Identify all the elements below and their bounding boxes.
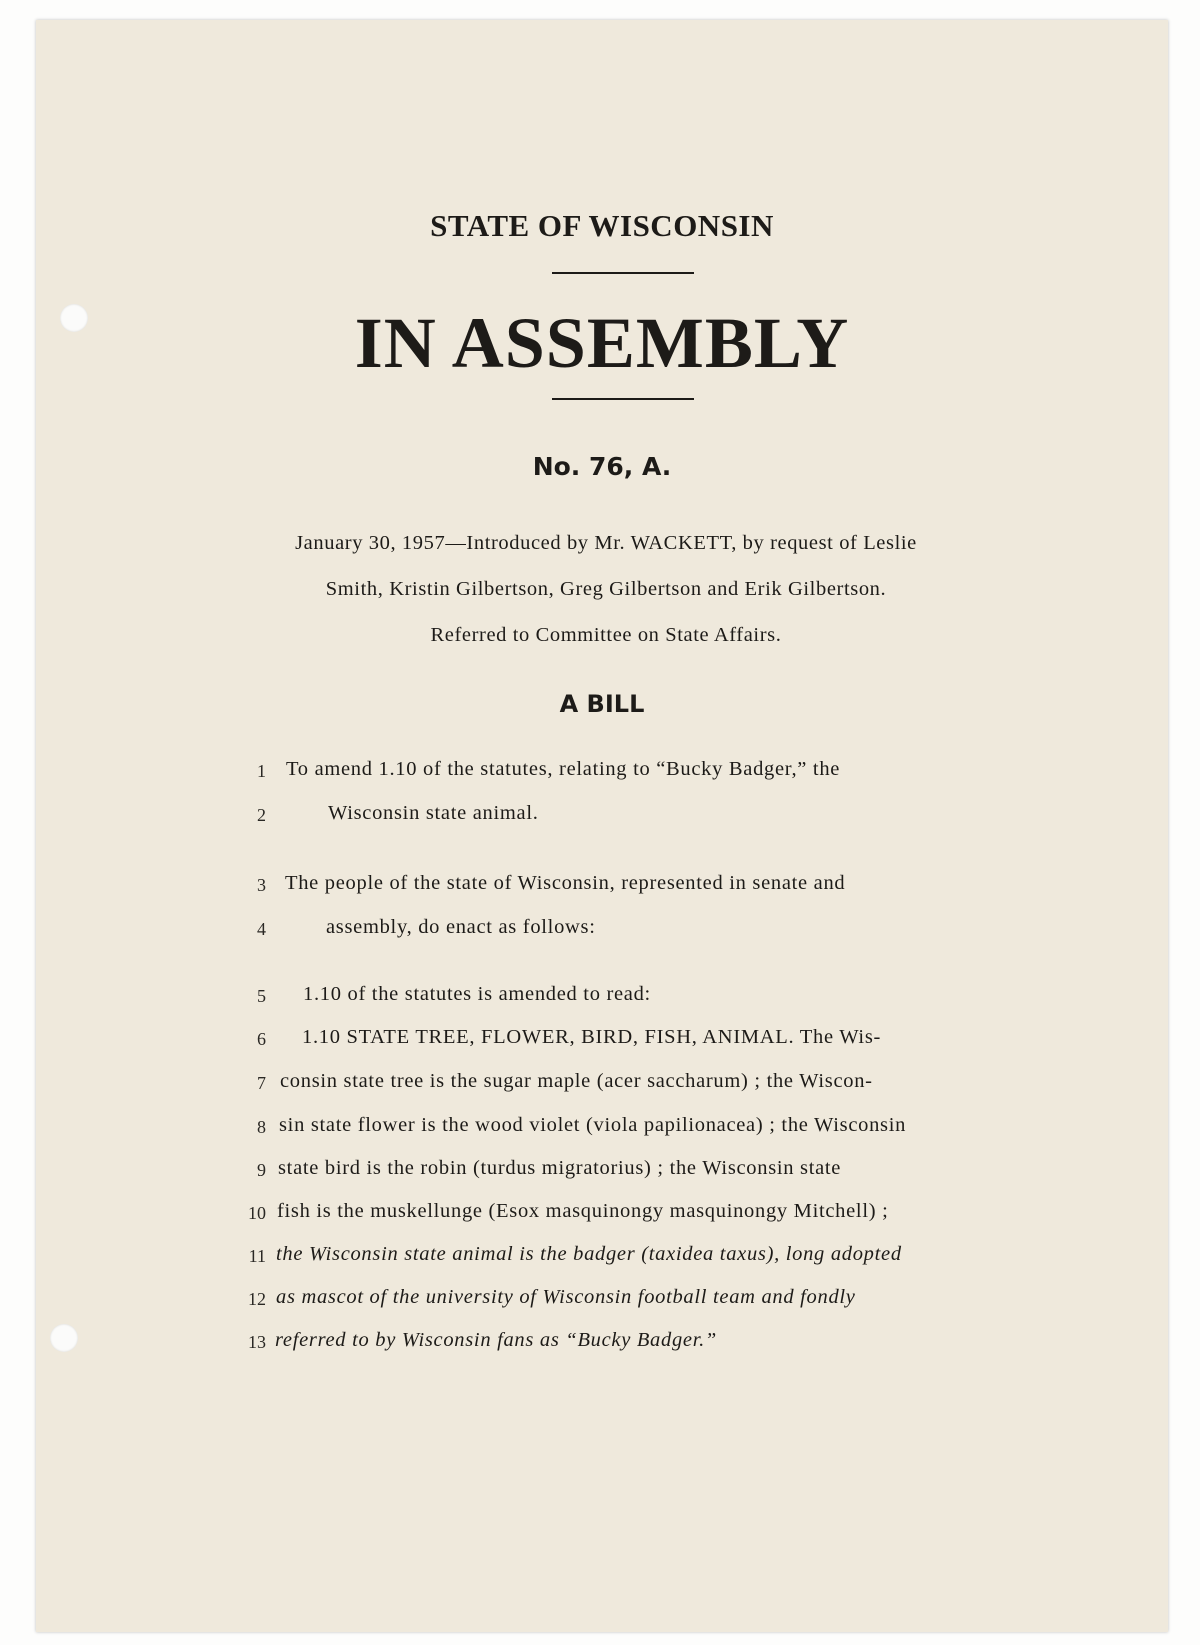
bill-number: No. 76, A. <box>532 452 672 481</box>
line-number: 2 <box>257 805 266 825</box>
bill-line <box>36 1114 1168 1144</box>
bill-line <box>36 1026 1168 1056</box>
bill-line <box>36 802 1168 832</box>
line-text: sin state flower is the wood violet (viola papilionacea) ; the Wisconsin <box>279 1114 907 1136</box>
bill-line <box>36 758 1168 788</box>
line-number: 8 <box>257 1117 266 1137</box>
divider <box>552 272 694 274</box>
chamber-heading: IN ASSEMBLY <box>354 303 850 383</box>
bill-line <box>36 1286 1168 1316</box>
line-text: the Wisconsin state animal is the badger (taxidea taxus), long adopted <box>276 1243 902 1265</box>
line-number: 4 <box>257 919 266 939</box>
bill-line <box>36 1157 1168 1187</box>
line-number: 1 <box>257 761 266 781</box>
line-number: 7 <box>257 1073 266 1093</box>
bill-line <box>36 1329 1168 1359</box>
line-number: 12 <box>248 1289 266 1309</box>
bill-line <box>36 1243 1168 1273</box>
line-text: fish is the muskellunge (Esox masquinongy masquinongy Mitchell) ; <box>277 1200 889 1222</box>
line-number: 6 <box>257 1029 266 1049</box>
line-number: 10 <box>248 1203 266 1223</box>
state-heading: STATE OF WISCONSIN <box>430 208 774 243</box>
line-number: 3 <box>257 875 266 895</box>
line-number: 11 <box>248 1246 266 1266</box>
divider <box>552 398 694 400</box>
bill-title: A BILL <box>559 690 645 718</box>
line-text: as mascot of the university of Wisconsin football team and fondly <box>276 1286 856 1308</box>
bill-line <box>36 1200 1168 1230</box>
line-text: state bird is the robin (turdus migratorius) ; the Wisconsin state <box>278 1157 842 1179</box>
introduction-line: January 30, 1957—Introduced by Mr. WACKETT, by request of Leslie <box>295 532 917 554</box>
line-number: 9 <box>257 1160 266 1180</box>
line-number: 5 <box>257 986 266 1006</box>
line-number: 13 <box>248 1332 266 1352</box>
bill-page <box>36 20 1168 1632</box>
line-text: Wisconsin state animal. <box>328 802 539 824</box>
bill-line <box>36 1070 1168 1100</box>
introduction-block <box>216 520 996 658</box>
referral-line: Referred to Committee on State Affairs. <box>430 624 782 646</box>
line-text: assembly, do enact as follows: <box>326 916 596 938</box>
bill-line <box>36 983 1168 1013</box>
introduction-line: Smith, Kristin Gilbertson, Greg Gilbertson and Erik Gilbertson. <box>325 578 887 600</box>
line-text: referred to by Wisconsin fans as “Bucky Badger.” <box>275 1329 718 1351</box>
line-text: 1.10 STATE TREE, FLOWER, BIRD, FISH, ANIMAL. The Wis- <box>302 1026 882 1048</box>
line-text: To amend 1.10 of the statutes, relating to “Bucky Badger,” the <box>286 758 841 780</box>
bill-line <box>36 916 1168 946</box>
line-text: consin state tree is the sugar maple (acer saccharum) ; the Wiscon- <box>280 1070 873 1092</box>
line-text: The people of the state of Wisconsin, represented in senate and <box>285 872 846 894</box>
bill-line <box>36 872 1168 902</box>
line-text: 1.10 of the statutes is amended to read: <box>303 983 651 1005</box>
